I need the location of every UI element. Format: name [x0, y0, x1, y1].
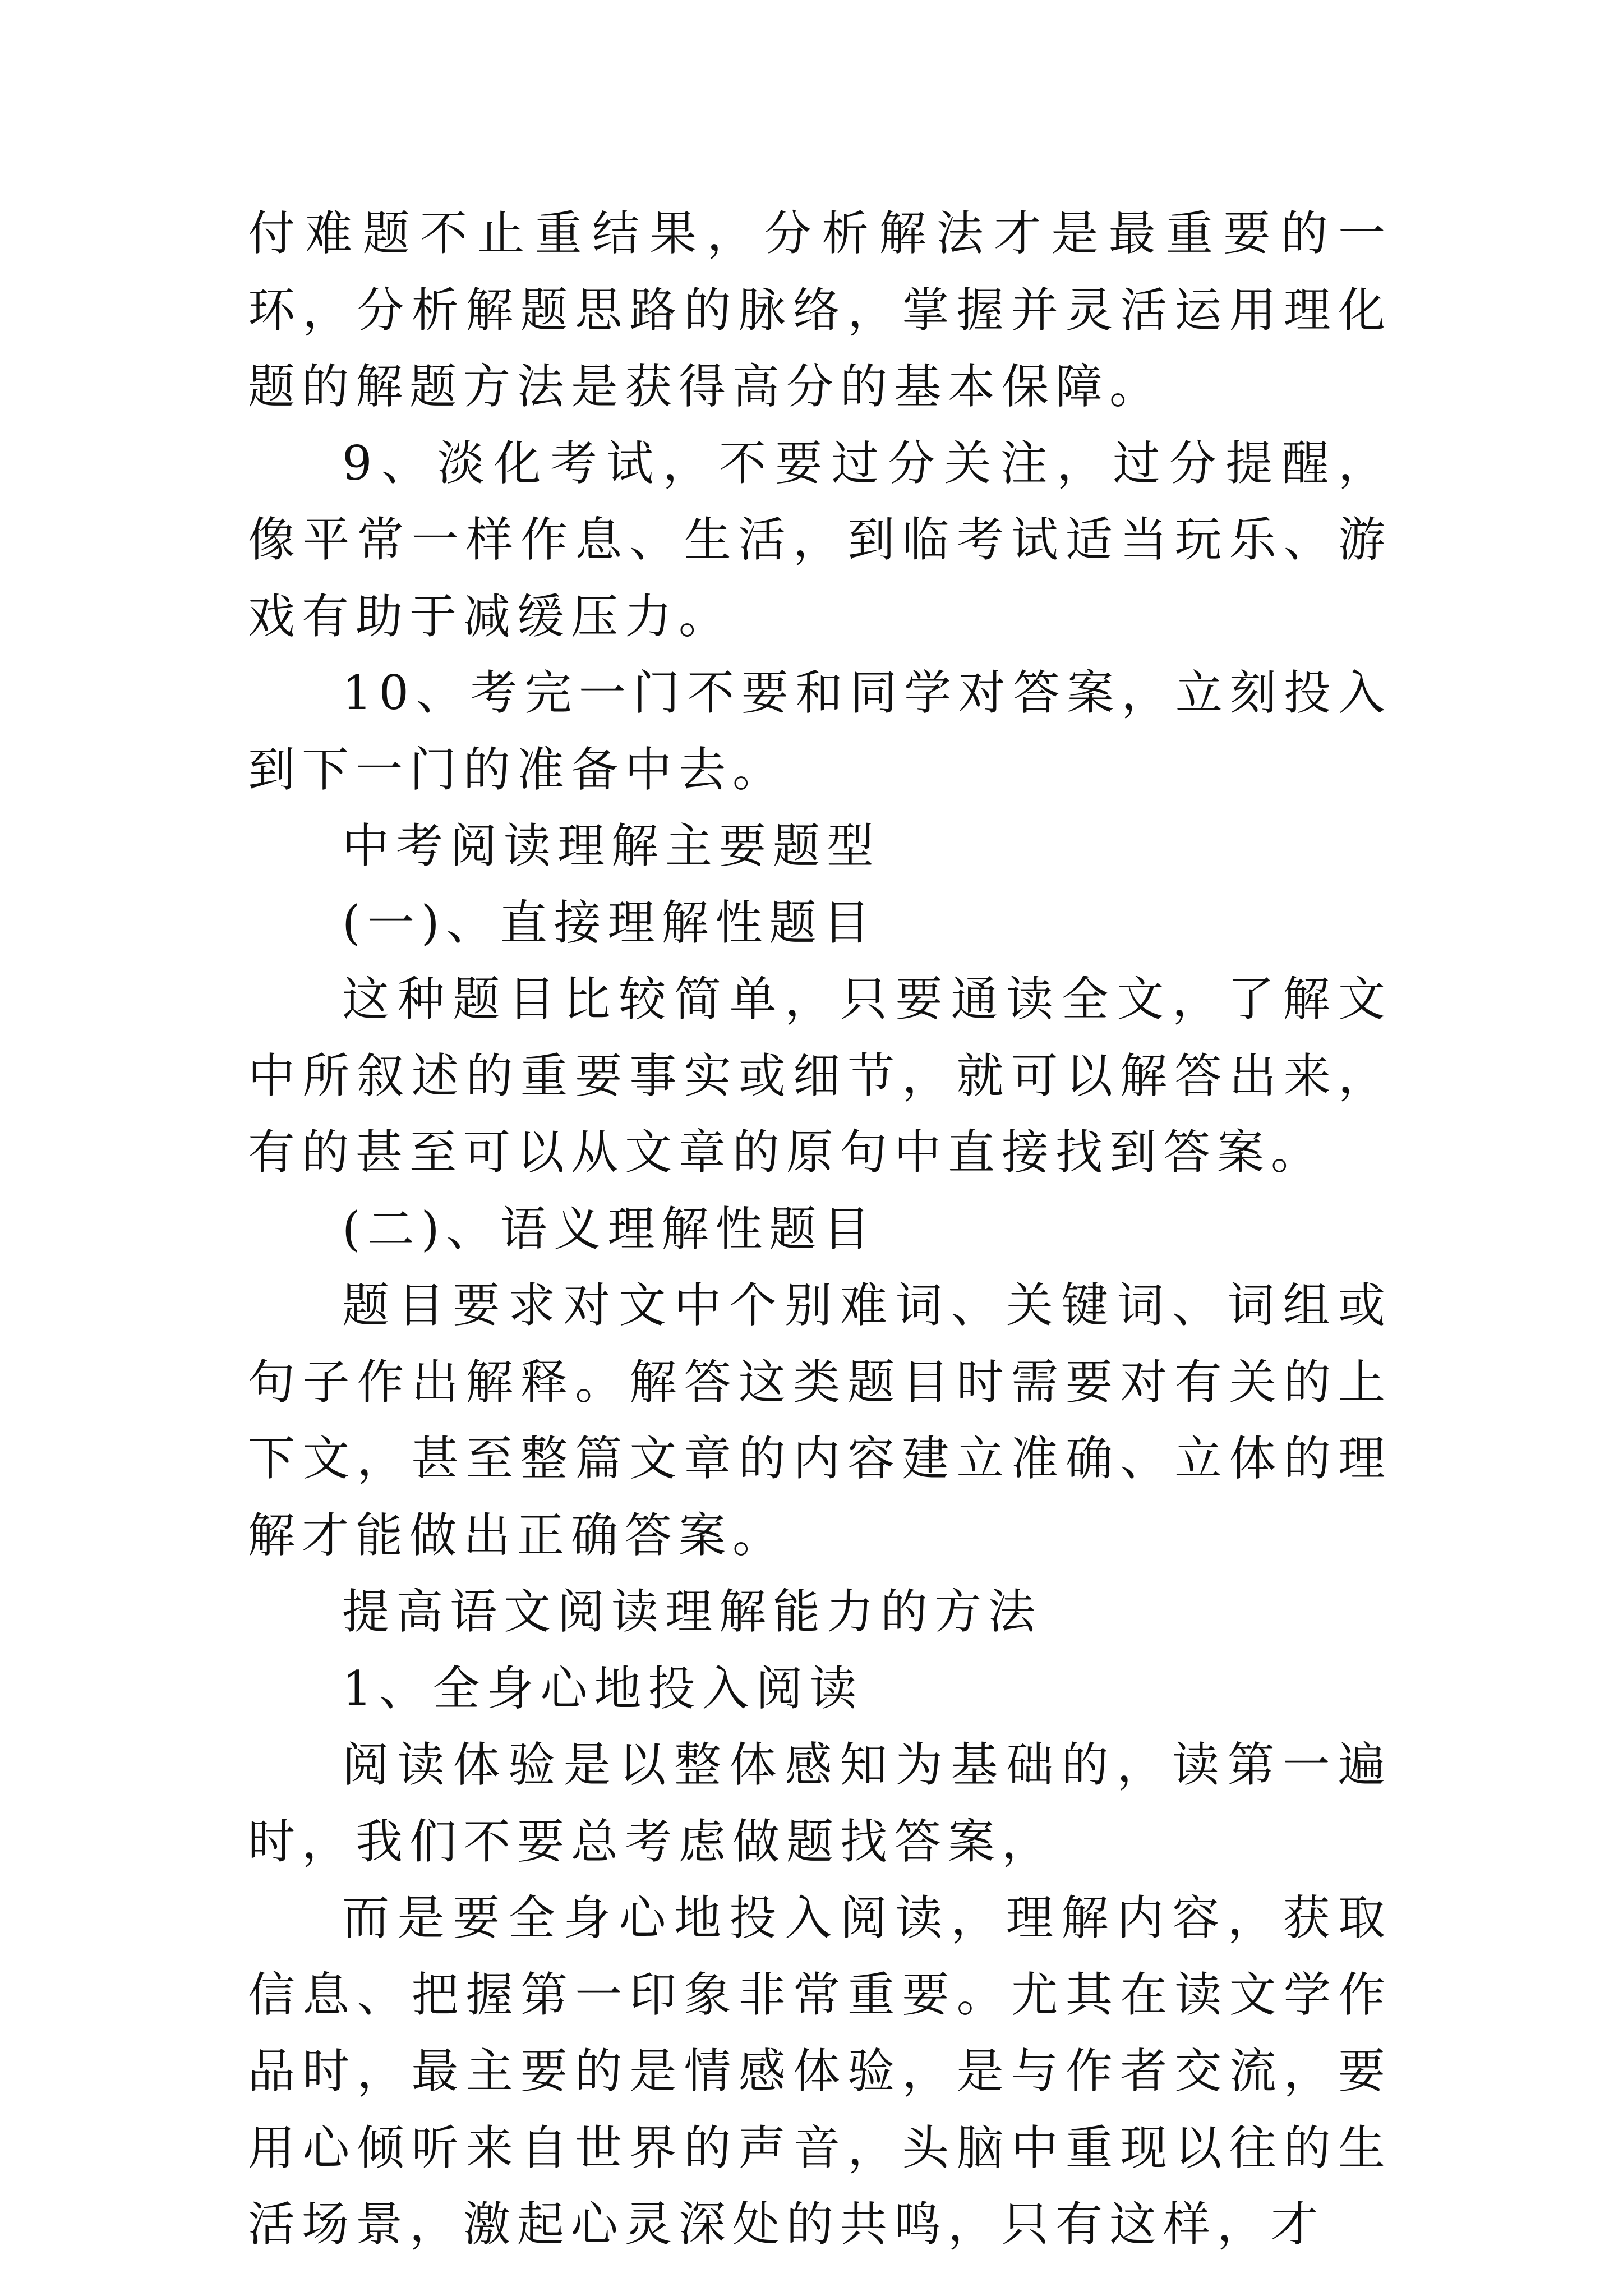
- paragraph-reading-experience: 阅读体验是以整体感知为基础的，读第一遍时，我们不要总考虑做题找答案，: [248, 1737, 1392, 1869]
- document-body: [248, 195, 1392, 2263]
- paragraph-tip-10: 10、考完一门不要和同学对答案，立刻投入到下一门的准备中去。: [248, 665, 1392, 797]
- section-heading-methods: 提高语文阅读理解能力的方法: [342, 1584, 1043, 1639]
- subheading-direct-comprehension: (一)、直接理解性题目: [342, 895, 877, 950]
- subheading-method-1: 1、全身心地投入阅读: [342, 1660, 864, 1716]
- section-heading-question-types: 中考阅读理解主要题型: [342, 818, 881, 873]
- paragraph-direct-comprehension: 这种题目比较简单，只要通读全文，了解文中所叙述的重要事实或细节，就可以解答出来，有的甚至可以从文章的原句中直接找到答案。: [248, 972, 1392, 1180]
- paragraph-immersive-reading: 而是要全身心地投入阅读，理解内容，获取信息、把握第一印象非常重要。尤其在读文学作品时，最主要的是情感体验，是与作者交流，要用心倾听来自世界的声音，头脑中重现以往的生活场景，激起心灵深处的共鸣，只有这样，才: [248, 1890, 1392, 2252]
- subheading-semantic-comprehension: (二)、语义理解性题目: [342, 1201, 877, 1257]
- paragraph-semantic-comprehension: 题目要求对文中个别难词、关键词、词组或句子作出解释。解答这类题目时需要对有关的上下文，甚至整篇文章的内容建立准确、立体的理解才能做出正确答案。: [248, 1278, 1392, 1563]
- paragraph-continuation: 付难题不止重结果，分析解法才是最重要的一环，分析解题思路的脉络，掌握并灵活运用理化题的解题方法是获得高分的基本保障。: [248, 206, 1392, 414]
- paragraph-tip-9: 9、淡化考试，不要过分关注，过分提醒，像平常一样作息、生活，到临考试适当玩乐、游戏有助于减缓压力。: [248, 435, 1392, 644]
